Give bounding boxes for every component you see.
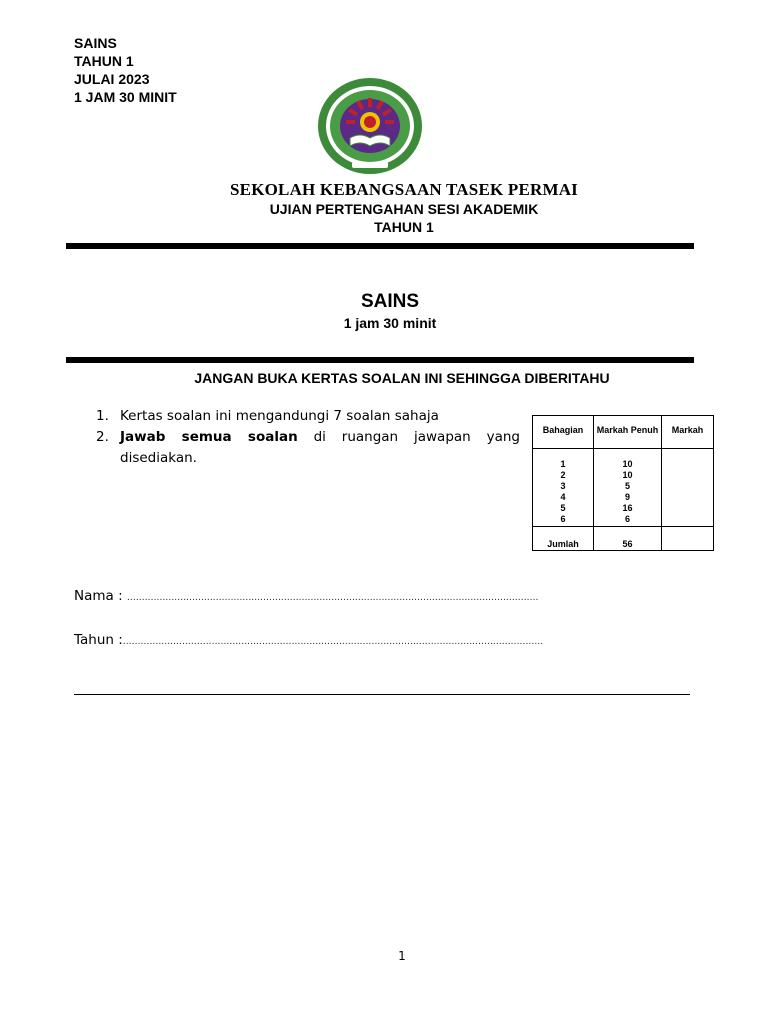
full-mark: 10 (622, 459, 633, 469)
section-number: 1 (560, 459, 566, 469)
instructions-list (96, 406, 520, 469)
header-full-marks: Markah Penuh (594, 416, 662, 449)
marks-table-body-row (533, 449, 714, 527)
marks-table (532, 415, 714, 551)
header-section: Bahagian (533, 416, 594, 449)
marks-table-header-row (533, 416, 714, 449)
header-marks: Markah (662, 416, 714, 449)
school-crest-logo (316, 76, 424, 176)
section-number: 5 (560, 503, 566, 513)
section-number: 6 (560, 514, 566, 524)
header-year: TAHUN 1 (74, 53, 134, 69)
full-marks-list (594, 449, 662, 527)
instruction-bold-text: Jawab semua soalan (120, 429, 298, 445)
full-mark: 9 (624, 492, 630, 502)
full-mark: 5 (624, 481, 630, 491)
paper-duration: 1 jam 30 minit (343, 315, 437, 331)
full-mark: 10 (622, 470, 633, 480)
warning-text: JANGAN BUKA KERTAS SOALAN INI SEHINGGA DIBERITAHU (194, 370, 610, 386)
exam-name: UJIAN PERTENGAHAN SESI AKADEMIK (269, 201, 539, 217)
school-name: SEKOLAH KEBANGSAAN TASEK PERMAI (230, 180, 578, 199)
year-field[interactable] (74, 632, 543, 648)
instruction-item (96, 406, 520, 427)
full-mark: 16 (622, 503, 633, 513)
instruction-number: 1. (96, 408, 109, 424)
instruction-item (96, 427, 520, 469)
instruction-text: Kertas soalan ini mengandungi 7 soalan sahaja (120, 408, 439, 424)
paper-subject: SAINS (360, 291, 420, 312)
divider-top (66, 243, 694, 249)
year-label: Tahun : (74, 632, 123, 648)
header-date: JULAI 2023 (74, 71, 150, 87)
page-number: 1 (398, 949, 406, 963)
year-dots: .............................................................................................................................................. (122, 637, 544, 647)
exam-year: TAHUN 1 (374, 219, 434, 235)
section-number: 4 (560, 492, 566, 502)
instruction-text: di ruangan jawapan yang disediakan. (120, 429, 520, 466)
name-field[interactable] (74, 588, 539, 604)
name-label: Nama : (74, 588, 123, 604)
header-duration: 1 JAM 30 MINIT (74, 89, 177, 105)
section-number: 3 (560, 481, 566, 491)
total-marks-blank-cell[interactable] (662, 527, 714, 551)
section-number: 2 (560, 470, 566, 480)
divider-middle (66, 357, 694, 363)
total-value: 56 (594, 527, 662, 551)
section-list (533, 449, 594, 527)
header-info (74, 34, 177, 106)
instruction-number: 2. (96, 429, 109, 445)
name-dots: ........................................................................................................................................... (126, 593, 539, 603)
total-label: Jumlah (533, 527, 594, 551)
marks-table-total-row (533, 527, 714, 551)
full-mark: 6 (624, 514, 630, 524)
header-subject: SAINS (74, 35, 117, 51)
marks-blank-cell[interactable] (662, 449, 714, 527)
divider-bottom (74, 694, 690, 695)
